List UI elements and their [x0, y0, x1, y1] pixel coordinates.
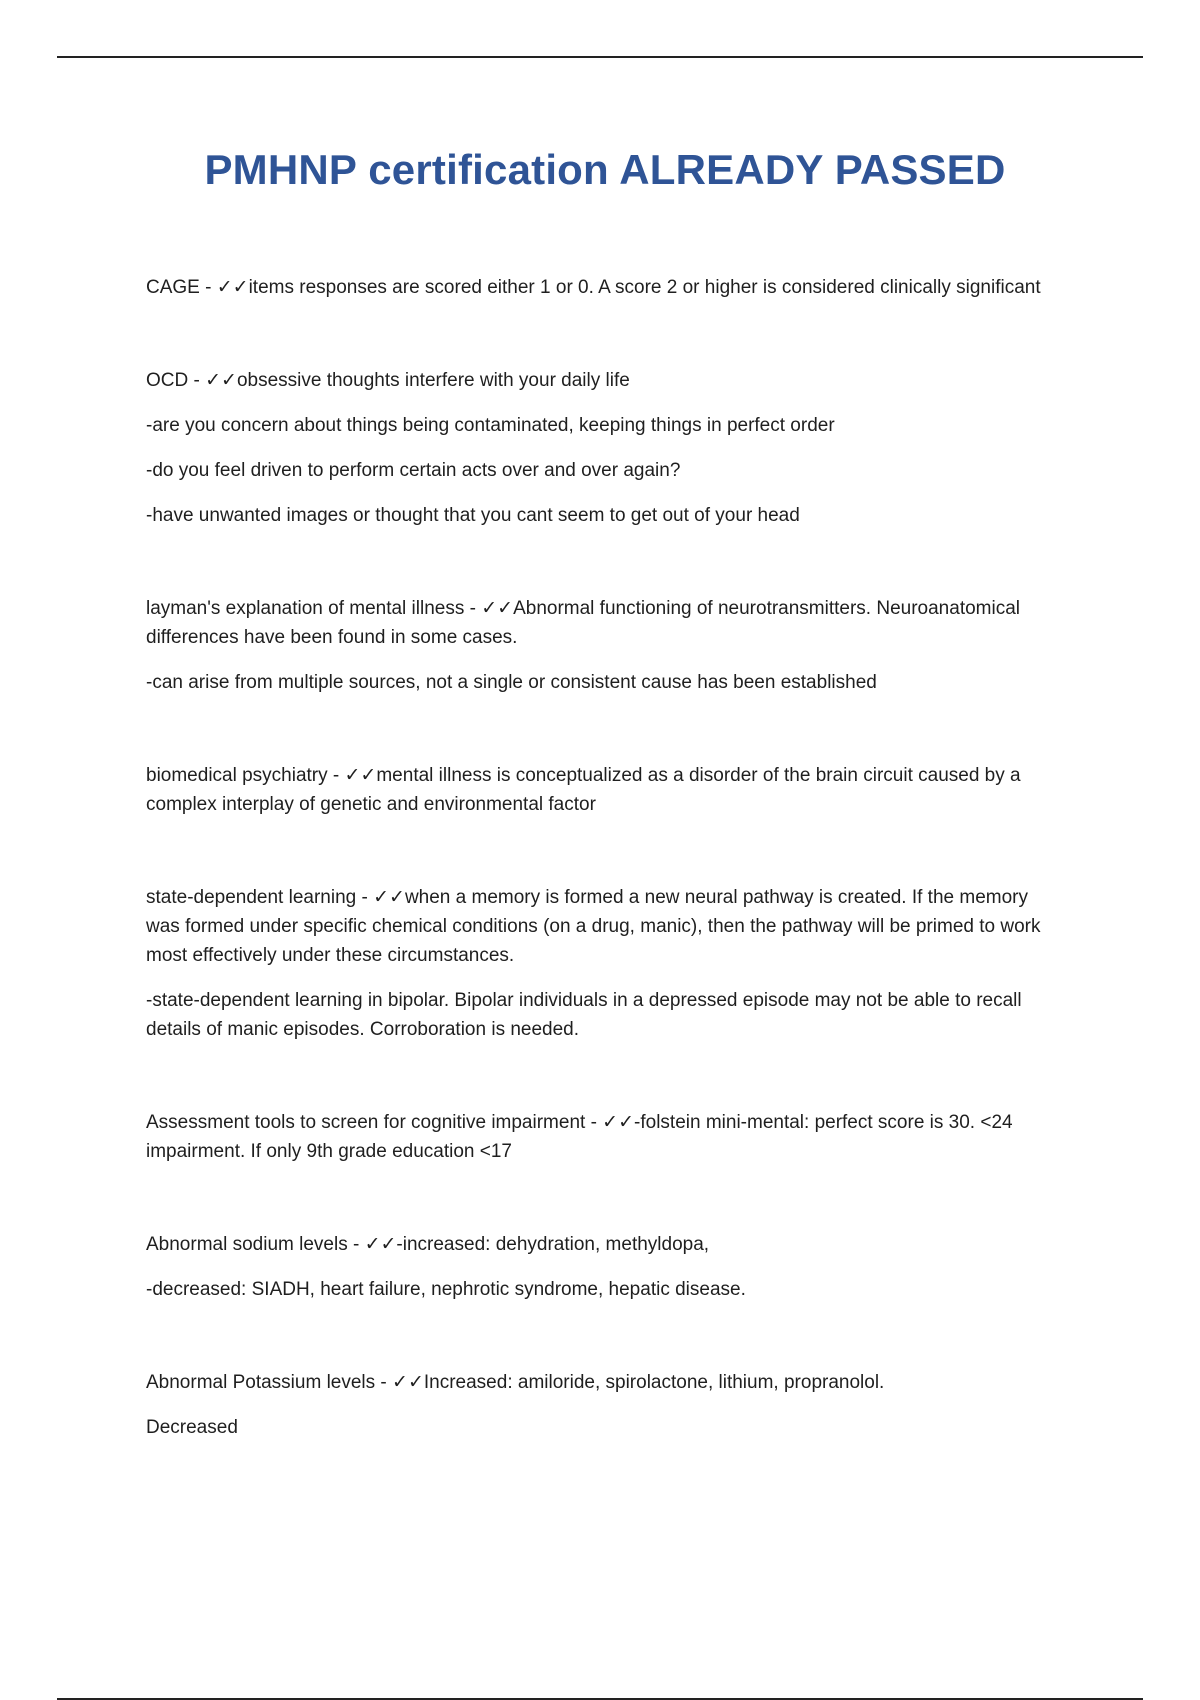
top-rule — [57, 56, 1143, 58]
entry-text: Abnormal Potassium levels - ✓✓Increased: amiloride, spirolactone, lithium, propranolol. — [146, 1372, 885, 1393]
entry-text: Decreased — [146, 1417, 238, 1438]
entry-cognitive-assessment — [146, 1108, 1066, 1166]
document-body — [146, 273, 1066, 1506]
entry-sodium-levels — [146, 1230, 1066, 1304]
entry-text: Abnormal sodium levels - ✓✓-increased: dehydration, methyldopa, — [146, 1234, 710, 1255]
entry-text: OCD - ✓✓obsessive thoughts interfere with your daily life — [146, 370, 630, 391]
entry-text: -state-dependent learning in bipolar. Bipolar individuals in a depressed episode may not be able to recall details of manic episodes. Corroboration is needed. — [146, 990, 1022, 1040]
entry-text: biomedical psychiatry - ✓✓mental illness is conceptualized as a disorder of the brain circuit caused by a complex interplay of genetic and environmental factor — [146, 765, 1021, 815]
entry-text: Assessment tools to screen for cognitive impairment - ✓✓-folstein mini-mental: perfect score is 30. <24 impairment. If only 9th grade education <17 — [146, 1112, 1013, 1162]
entry-text: -are you concern about things being contaminated, keeping things in perfect order — [146, 415, 835, 436]
entry-laymans-explanation — [146, 594, 1066, 697]
entry-text: layman's explanation of mental illness - ✓✓Abnormal functioning of neurotransmitters. Neuroanatomical differences have been found in some cases. — [146, 598, 1020, 648]
entry-state-dependent-learning — [146, 883, 1066, 1044]
entry-potassium-levels — [146, 1368, 1066, 1442]
entry-cage — [146, 273, 1066, 302]
entry-ocd — [146, 366, 1066, 530]
entry-text: CAGE - ✓✓items responses are scored either 1 or 0. A score 2 or higher is considered clinically significant — [146, 277, 1041, 298]
entry-text: -do you feel driven to perform certain acts over and over again? — [146, 460, 681, 481]
page-title: PMHNP certification ALREADY PASSED — [204, 146, 1006, 193]
entry-text: state-dependent learning - ✓✓when a memory is formed a new neural pathway is created. If the memory was formed under specific chemical conditions (on a drug, manic), then the pathway will be primed to work most effectively under these circumstances. — [146, 887, 1041, 966]
entry-biomedical-psychiatry — [146, 761, 1066, 819]
entry-text: -can arise from multiple sources, not a single or consistent cause has been established — [146, 672, 877, 693]
entry-text: -decreased: SIADH, heart failure, nephrotic syndrome, hepatic disease. — [146, 1279, 746, 1300]
entry-text: -have unwanted images or thought that you cant seem to get out of your head — [146, 505, 800, 526]
